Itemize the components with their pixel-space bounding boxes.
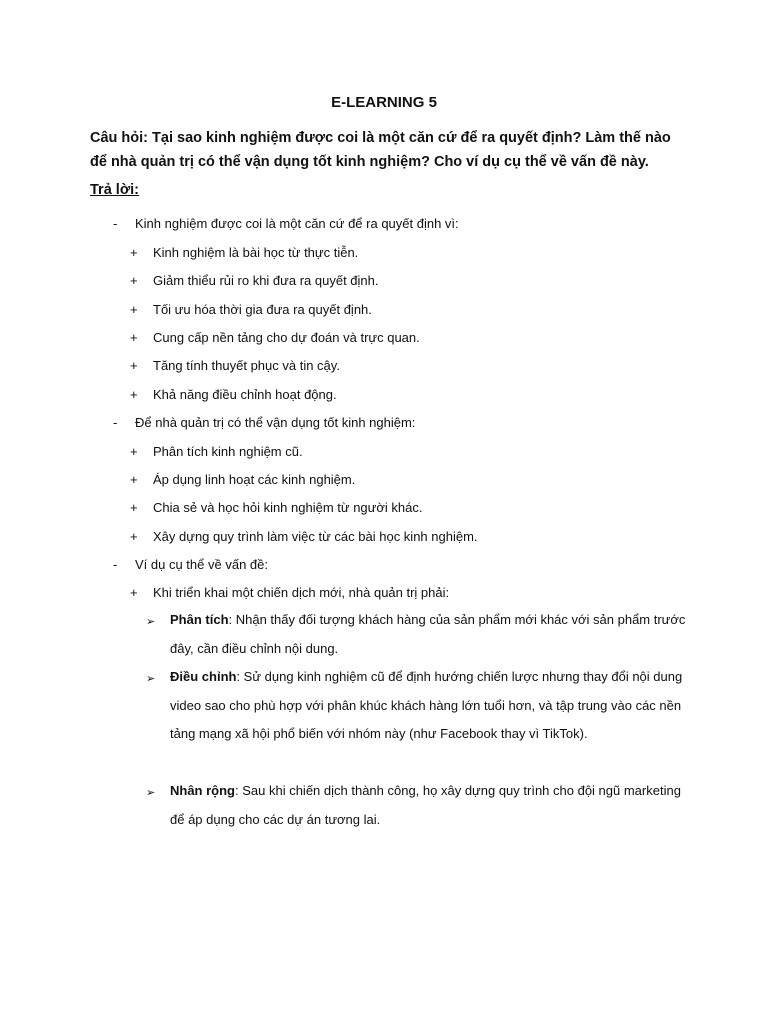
sub-item-term: Phân tích (170, 612, 229, 627)
plus-marker: + (130, 387, 138, 402)
dash-marker: - (113, 557, 118, 572)
plus-marker: + (130, 585, 138, 600)
list-item: Tối ưu hóa thời gia đưa ra quyết định. (153, 302, 372, 317)
sub-item-text: : Sử dụng kinh nghiệm cũ để định hướng chiến lược nhưng thay đổi nội dung video sao cho phù hợp với phân khúc khách hàng lớn tuổi hơn, và tập trung vào các nền tảng mạng xã hội phổ biến với nhóm này (như Facebook thay vì TikTok). (170, 669, 683, 741)
list-item: Chia sẻ và học hỏi kinh nghiệm từ người khác. (153, 500, 423, 515)
sub-item (170, 663, 690, 749)
section-heading: Ví dụ cụ thể về vấn đề: (135, 557, 268, 572)
arrow-bullet-icon: ➢ (146, 673, 156, 685)
list-item: Áp dụng linh hoạt các kinh nghiệm. (153, 472, 356, 487)
sub-item-text: : Sau khi chiến dịch thành công, họ xây dựng quy trình cho đội ngũ marketing để áp dụng cho các dự án tương lai. (170, 783, 681, 827)
list-item: Khi triển khai một chiến dịch mới, nhà quản trị phải: (153, 585, 450, 600)
plus-marker: + (130, 273, 138, 288)
plus-marker: + (130, 358, 138, 373)
plus-marker: + (130, 472, 138, 487)
sub-item-term: Điều chỉnh (170, 669, 237, 684)
question-text: Câu hỏi: Tại sao kinh nghiệm được coi là một căn cứ để ra quyết định? Làm thế nào để nhà quản trị có thể vận dụng tốt kinh nghiệm? Cho ví dụ cụ thể về vấn đề này. (90, 130, 671, 170)
section-heading: Để nhà quản trị có thể vận dụng tốt kinh nghiệm: (135, 415, 416, 430)
sub-item (170, 606, 690, 663)
plus-marker: + (130, 245, 138, 260)
sub-item-term: Nhân rộng (170, 783, 235, 798)
plus-marker: + (130, 302, 138, 317)
list-item: Cung cấp nền tảng cho dự đoán và trực quan. (153, 330, 420, 345)
list-item: Khả năng điều chỉnh hoạt động. (153, 387, 337, 402)
plus-marker: + (130, 330, 138, 345)
list-item: Tăng tính thuyết phục và tin cậy. (153, 358, 340, 373)
list-item: Giảm thiểu rủi ro khi đưa ra quyết định. (153, 273, 379, 288)
arrow-bullet-icon: ➢ (146, 787, 156, 799)
sub-item-text: : Nhận thấy đối tượng khách hàng của sản phẩm mới khác với sản phẩm trước đây, cần điều chỉnh nội dung. (170, 612, 686, 656)
list-item: Kinh nghiệm là bài học từ thực tiễn. (153, 245, 359, 260)
answer-label: Trả lời: (90, 182, 139, 198)
list-item: Xây dựng quy trình làm việc từ các bài học kinh nghiệm. (153, 529, 478, 544)
dash-marker: - (113, 415, 118, 430)
plus-marker: + (130, 444, 138, 459)
arrow-bullet-icon: ➢ (146, 616, 156, 628)
sub-item (170, 777, 690, 834)
page-title: E-LEARNING 5 (331, 94, 437, 111)
plus-marker: + (130, 529, 138, 544)
section-heading: Kinh nghiệm được coi là một căn cứ để ra quyết định vì: (135, 216, 459, 231)
plus-marker: + (130, 500, 138, 515)
list-item: Phân tích kinh nghiệm cũ. (153, 444, 303, 459)
dash-marker: - (113, 216, 118, 231)
